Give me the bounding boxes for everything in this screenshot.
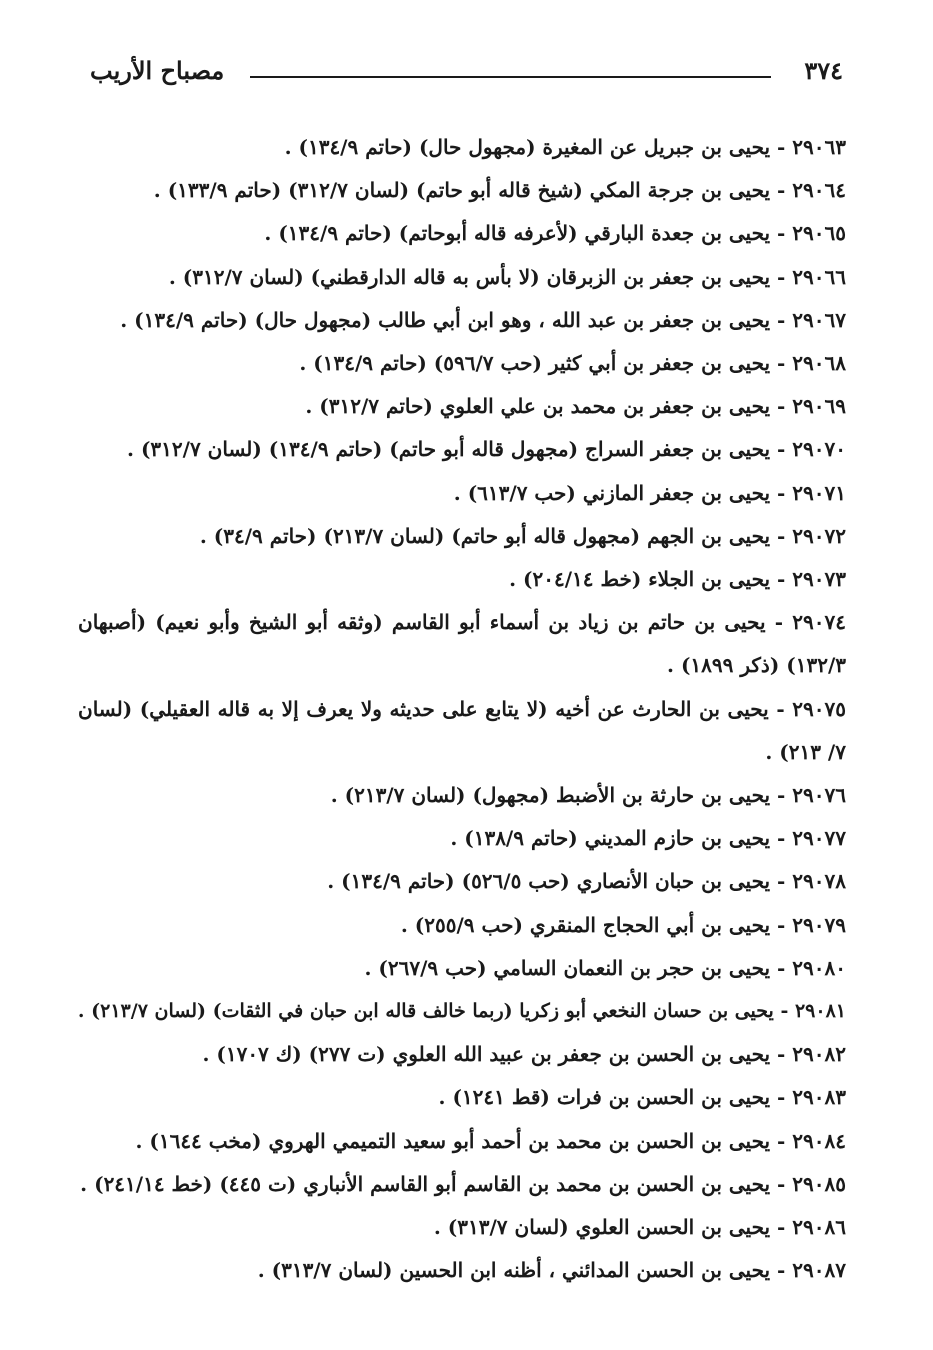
entry-29084: ٢٩٠٨٤ - يحيى بن الحسن بن محمد بن أحمد أبو سعيد التميمي الهروي (مخب ١٦٤٤) . (135, 1128, 846, 1153)
entry-29085: ٢٩٠٨٥ - يحيى بن الحسن بن محمد بن القاسم أبو القاسم الأنباري (ت ٤٤٥) (خط ٢٤١/١٤) . (80, 1171, 846, 1196)
entry-29067: ٢٩٠٦٧ - يحيى بن جعفر بن عبد الله ، وهو ابن أبي طالب (مجهول حال) (حاتم ١٣٤/٩) . (120, 307, 846, 332)
entry-29063: ٢٩٠٦٣ - يحيى بن جبريل عن المغيرة (مجهول حال) (حاتم ١٣٤/٩) . (284, 135, 846, 159)
entry-29068: ٢٩٠٦٨ - يحيى بن جعفر بن أبي كثير (حب ٥٩٦/٧) (حاتم ١٣٤/٩) . (299, 351, 846, 376)
entry-29071: ٢٩٠٧١ - يحيى بن جعفر المازني (حب ٦١٣/٧) . (453, 480, 846, 505)
entry-29075: ٢٩٠٧٥ - يحيى بن الحارث عن أخيه (لا يتابع على حديثه ولا يعرف إلا به قاله العقيلي) (لسان ٧/ ٢١٣) . (78, 696, 846, 764)
entry-29083: ٢٩٠٨٣ - يحيى بن الحسن بن فرات (قط ١٢٤١) . (438, 1085, 846, 1110)
entry-29070: ٢٩٠٧٠ - يحيى بن جعفر السراج (مجهول قاله أبو حاتم) (حاتم ١٣٤/٩) (لسان ٣١٢/٧) . (127, 437, 846, 462)
entry-29064: ٢٩٠٦٤ - يحيى بن جرجة المكي (شيخ قاله أبو حاتم) (لسان ٣١٢/٧) (حاتم ١٣٣/٩) . (153, 178, 846, 203)
entry-29074: ٢٩٠٧٤ - يحيى بن حاتم بن زياد بن أسماء أبو القاسم (وثقه أبو الشيخ وأبو نعيم) (أصبهان ١٣٢/٣) (ذكر ١٨٩٩) . (78, 610, 846, 678)
entry-29086: ٢٩٠٨٦ - يحيى بن الحسن العلوي (لسان ٣١٣/٧) . (433, 1215, 846, 1240)
entry-29073: ٢٩٠٧٣ - يحيى بن الجلاء (خط ٢٠٤/١٤) . (509, 567, 846, 592)
entry-29072: ٢٩٠٧٢ - يحيى بن الجهم (مجهول قاله أبو حاتم) (لسان ٢١٣/٧) (حاتم ٣٤/٩) . (199, 523, 846, 548)
entry-29077: ٢٩٠٧٧ - يحيى بن حازم المديني (حاتم ١٣٨/٩) . (450, 826, 846, 851)
entry-29076: ٢٩٠٧٦ - يحيى بن حارثة بن الأضبط (مجهول) (لسان ٢١٣/٧) . (330, 783, 846, 808)
entry-29082: ٢٩٠٨٢ - يحيى بن الحسن بن جعفر بن عبيد الله العلوي (ت ٢٧٧) (ك ١٧٠٧) . (202, 1042, 846, 1067)
entry-29081: ٢٩٠٨١ - يحيى بن حسان النخعي أبو زكريا (ربما خالف قاله ابن حبان في الثقات) (لسان ٢١٣/٧) . (77, 1000, 846, 1023)
running-header (90, 50, 843, 96)
entry-29080: ٢٩٠٨٠ - يحيى بن حجر بن النعمان السامي (حب ٢٦٧/٩) . (364, 955, 846, 980)
page-number: ٣٧٤ (804, 56, 843, 85)
entry-29087: ٢٩٠٨٧ - يحيى بن الحسن المدائني ، أظنه ابن الحسين (لسان ٣١٣/٧) . (257, 1258, 846, 1283)
book-title: مصباح الأريب (90, 56, 225, 85)
entry-29078: ٢٩٠٧٨ - يحيى بن حبان الأنصاري (حب ٥٢٦/٥) (حاتم ١٣٤/٩) . (327, 869, 846, 894)
entry-29069: ٢٩٠٦٩ - يحيى بن جعفر بن محمد بن علي العلوي (حاتم ٣١٢/٧) . (305, 394, 846, 419)
entry-29066: ٢٩٠٦٦ - يحيى بن جعفر بن الزبرقان (لا بأس به قاله الدارقطني) (لسان ٣١٢/٧) . (168, 264, 846, 289)
entry-list (78, 126, 846, 1292)
entry-29079: ٢٩٠٧٩ - يحيى بن أبي الحجاج المنقري (حب ٢٥٥/٩) . (400, 912, 846, 937)
entry-29065: ٢٩٠٦٥ - يحيى بن جعدة البارقي (لأعرفه قاله أبوحاتم) (حاتم ١٣٤/٩) . (264, 221, 846, 246)
header-rule (250, 76, 771, 78)
